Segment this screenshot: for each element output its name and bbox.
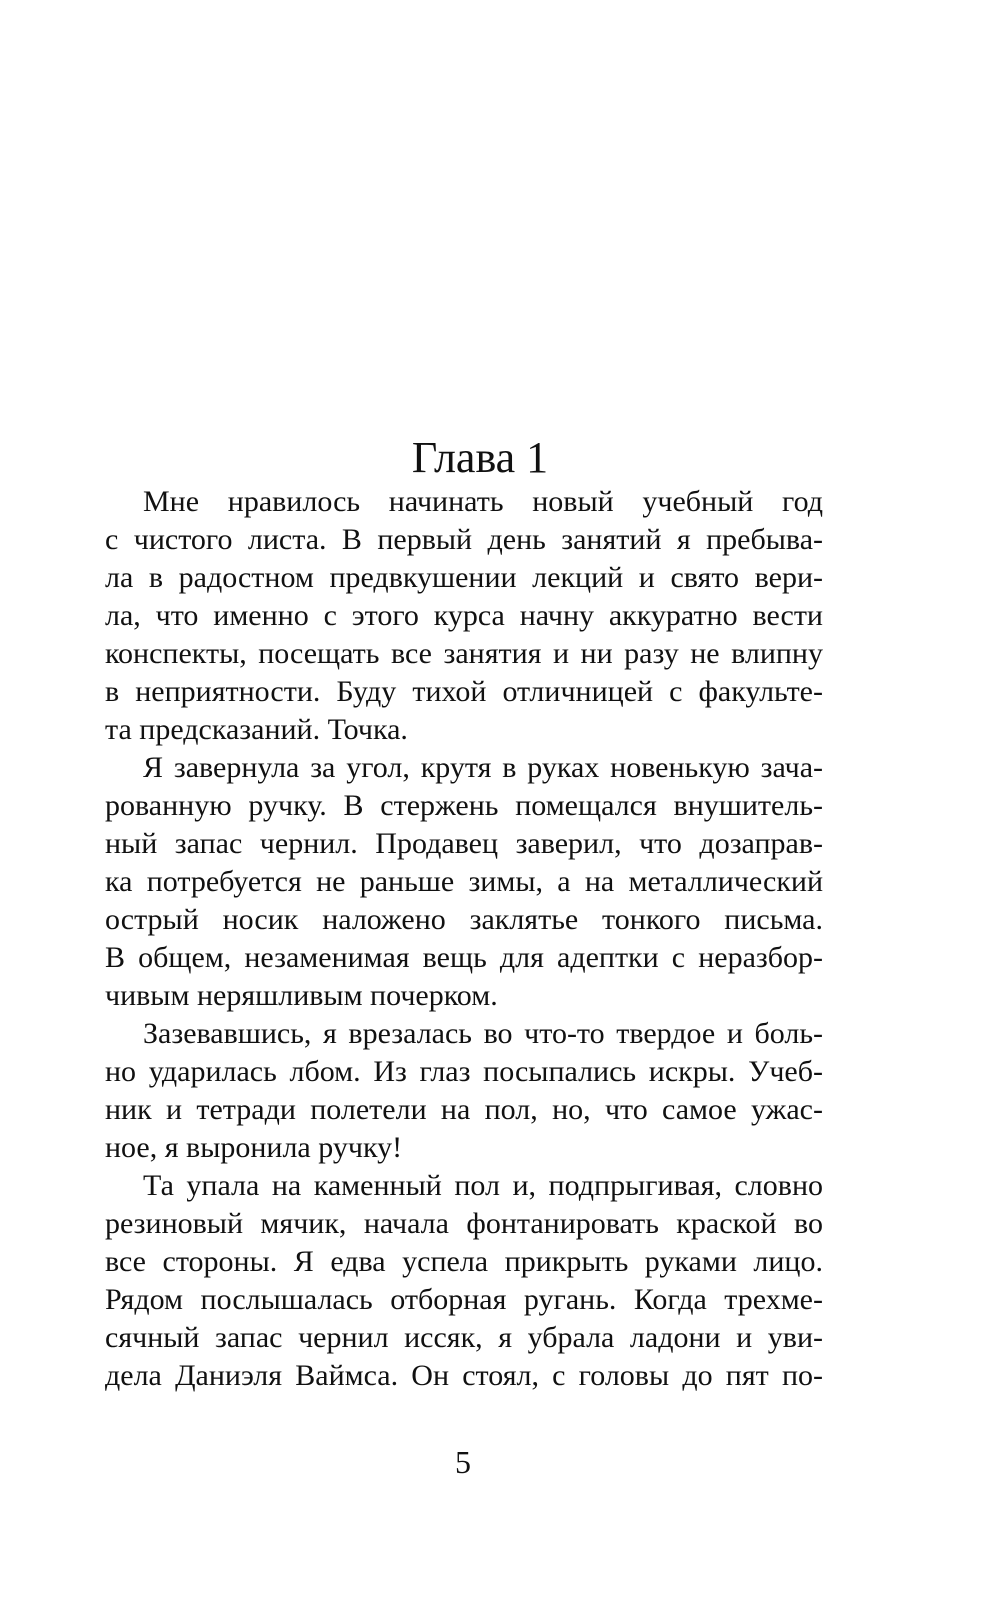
text-line: Я завернула за угол, крутя в руках новенькую зача- — [143, 751, 823, 784]
text-line: конспекты, посещать все занятия и ни разу не влипну — [105, 637, 823, 670]
text-line: дела Даниэля Ваймса. Он стоял, с головы до пят по- — [105, 1359, 823, 1392]
text-line: Зазевавшись, я врезалась во что-то твердое и боль- — [143, 1017, 823, 1050]
text-line: ка потребуется не раньше зимы, а на металлический — [105, 865, 823, 898]
body-text — [105, 483, 823, 1395]
text-line: Та упала на каменный пол и, подпрыгивая, словно — [143, 1169, 823, 1202]
text-line: ный запас чернил. Продавец заверил, что дозаправ- — [105, 827, 823, 860]
text-line: чивым неряшливым почерком. — [105, 979, 498, 1012]
text-line: рованную ручку. В стержень помещался внушитель- — [105, 789, 823, 822]
text-line: все стороны. Я едва успела прикрыть руками лицо. — [105, 1245, 823, 1278]
text-line: резиновый мячик, начала фонтанировать краской во — [105, 1207, 823, 1240]
text-line: ла в радостном предвкушении лекций и свято вери- — [105, 561, 823, 594]
text-line: с чистого листа. В первый день занятий я пребыва- — [105, 523, 823, 556]
text-line: Рядом послышалась отборная ругань. Когда трехме- — [105, 1283, 823, 1316]
text-line: сячный запас чернил иссяк, я убрала ладони и уви- — [105, 1321, 823, 1354]
text-line: ное, я выронила ручку! — [105, 1131, 403, 1164]
text-line: Мне нравилось начинать новый учебный год — [143, 485, 823, 518]
text-line: но ударилась лбом. Из глаз посыпались искры. Учеб- — [105, 1055, 823, 1088]
page-number: 5 — [455, 1444, 471, 1480]
text-line: острый носик наложено заклятье тонкого письма. — [105, 903, 823, 936]
text-line: та предсказаний. Точка. — [105, 713, 408, 746]
text-line: В общем, незаменимая вещь для адептки с неразбор- — [105, 941, 823, 974]
text-line: ла, что именно с этого курса начну аккуратно вести — [105, 599, 823, 632]
text-line: в неприятности. Буду тихой отличницей с факульте- — [105, 675, 823, 708]
text-line: ник и тетради полетели на пол, но, что самое ужас- — [105, 1093, 823, 1126]
chapter-title: Глава 1 — [411, 433, 549, 482]
